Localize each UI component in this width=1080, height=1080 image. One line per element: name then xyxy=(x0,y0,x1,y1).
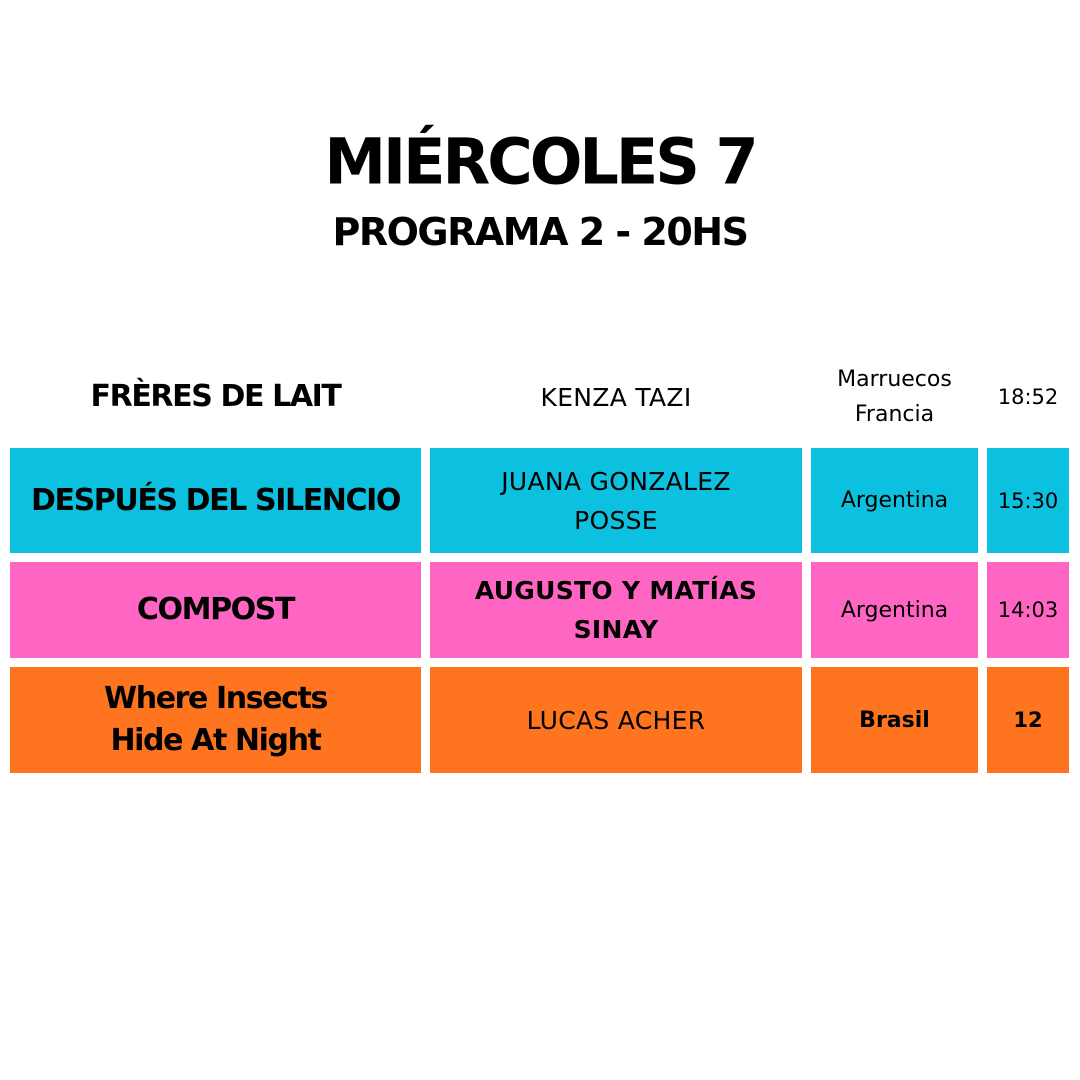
film-title-cell xyxy=(10,352,421,442)
film-title-cell xyxy=(10,562,421,658)
film-director-line1: AUGUSTO Y MATÍAS xyxy=(474,576,758,605)
film-director-line2: SINAY xyxy=(573,615,659,644)
film-director-cell xyxy=(430,667,802,773)
film-country-line1: Marruecos xyxy=(837,367,952,392)
film-country: Brasil xyxy=(859,707,930,733)
film-country-line2: Francia xyxy=(854,402,935,427)
film-director-cell xyxy=(430,448,802,553)
film-director-line2: POSSE xyxy=(574,505,658,535)
program-subtitle: PROGRAMA 2 - 20HS xyxy=(332,210,748,254)
film-director: LUCAS ACHER xyxy=(526,705,706,735)
film-director-cell xyxy=(430,562,802,658)
film-duration-cell xyxy=(987,667,1069,773)
film-country-cell xyxy=(811,667,978,773)
film-duration-cell xyxy=(987,562,1069,658)
film-title-cell xyxy=(10,667,421,773)
film-director-cell xyxy=(430,352,802,442)
film-title-cell xyxy=(10,448,421,553)
film-title: DESPUÉS DEL SILENCIO xyxy=(30,482,401,518)
film-duration: 12 xyxy=(1013,708,1043,732)
film-duration: 18:52 xyxy=(997,385,1059,409)
film-country-cell xyxy=(811,352,978,442)
film-country-cell xyxy=(811,448,978,553)
film-director: KENZA TAZI xyxy=(540,382,692,412)
film-title: FRÈRES DE LAIT xyxy=(90,379,341,414)
film-country: Argentina xyxy=(840,488,949,513)
film-title: COMPOST xyxy=(136,592,295,627)
film-director-line1: JUANA GONZALEZ xyxy=(501,466,731,496)
film-duration: 15:30 xyxy=(997,488,1059,513)
film-duration: 14:03 xyxy=(997,598,1059,622)
film-duration-cell xyxy=(987,448,1069,553)
film-country: Argentina xyxy=(840,597,949,623)
film-title-line2: Hide At Night xyxy=(110,723,321,758)
film-title-line1: Where Insects xyxy=(104,681,327,716)
page-title: MIÉRCOLES 7 xyxy=(324,124,756,199)
film-duration-cell xyxy=(987,352,1069,442)
film-country-cell xyxy=(811,562,978,658)
